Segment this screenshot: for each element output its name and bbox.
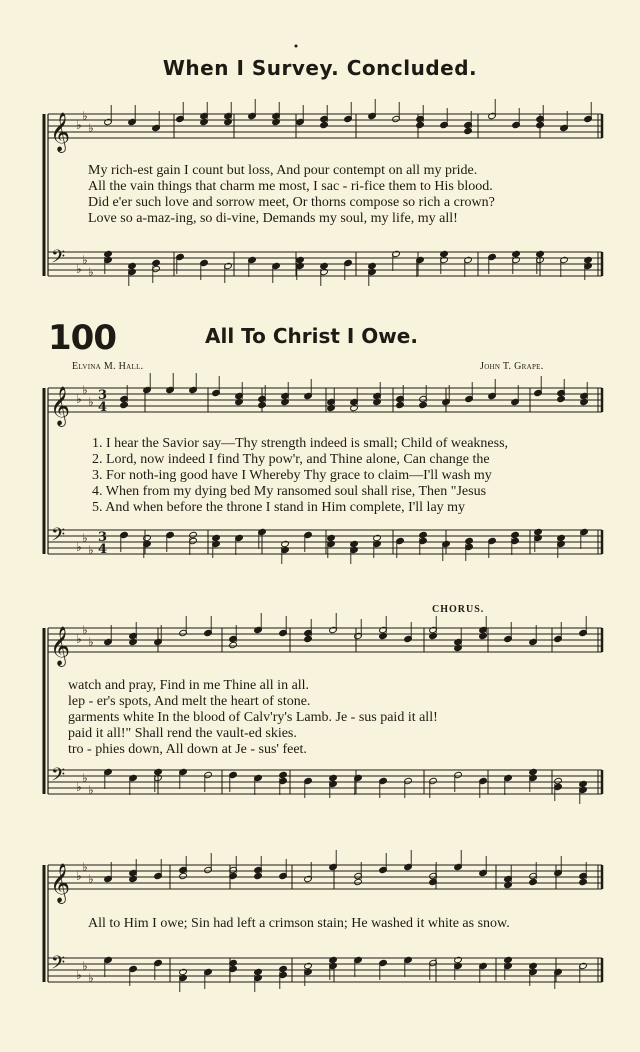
note-head bbox=[504, 956, 513, 963]
time-signature: 3 bbox=[98, 388, 108, 403]
flat-icon: ♭ bbox=[88, 121, 94, 135]
lyric-line: 5. And when before the throne I stand in Him complete, I'll lay my bbox=[92, 500, 466, 515]
lyric-line: 1. I hear the Savior say—Thy strength indeed is small; Child of weakness, bbox=[92, 436, 509, 451]
note-head bbox=[128, 262, 137, 269]
bass-clef-icon: 𝄢 bbox=[51, 247, 66, 272]
time-signature: 4 bbox=[98, 542, 108, 557]
time-signature: 4 bbox=[98, 400, 108, 415]
flat-icon: ♭ bbox=[76, 968, 82, 982]
note-head bbox=[579, 878, 588, 885]
note-head bbox=[320, 121, 329, 128]
flat-icon: ♭ bbox=[82, 860, 88, 874]
note-head bbox=[529, 768, 538, 775]
lyric-line: lep - er's spots, And melt the heart of stone. bbox=[68, 694, 311, 709]
note-head bbox=[350, 404, 359, 411]
flat-icon: ♭ bbox=[76, 262, 82, 276]
note-head bbox=[272, 118, 281, 125]
note-head bbox=[429, 632, 438, 639]
flat-icon: ♭ bbox=[76, 392, 82, 406]
note-head bbox=[396, 401, 405, 408]
note-head bbox=[189, 531, 198, 538]
flat-icon: ♭ bbox=[76, 632, 82, 646]
lyric-line: watch and pray, Find in me Thine all in all. bbox=[68, 678, 310, 693]
flat-icon: ♭ bbox=[88, 395, 94, 409]
bass-clef-icon: 𝄢 bbox=[51, 765, 66, 790]
note-head bbox=[143, 534, 152, 541]
note-head bbox=[465, 537, 474, 544]
lyric-line: garments white In the blood of Calv'ry's Lamb. Je - sus paid it all! bbox=[68, 710, 438, 725]
flat-icon: ♭ bbox=[76, 780, 82, 794]
hymn-number: 100 bbox=[48, 318, 116, 358]
note-head bbox=[258, 401, 267, 408]
note-head bbox=[454, 956, 463, 963]
flat-icon: ♭ bbox=[88, 543, 94, 557]
flat-icon: ♭ bbox=[82, 253, 88, 267]
note-head bbox=[320, 262, 329, 269]
note-head bbox=[279, 771, 288, 778]
lyric-line: 2. Lord, now indeed I find Thy pow'r, and Thine alone, Can change the bbox=[92, 452, 490, 467]
flat-icon: ♭ bbox=[82, 531, 88, 545]
flat-icon: ♭ bbox=[82, 383, 88, 397]
note-head bbox=[557, 534, 566, 541]
note-head bbox=[224, 118, 233, 125]
note-head bbox=[534, 528, 543, 535]
flat-icon: ♭ bbox=[82, 109, 88, 123]
note-head bbox=[511, 531, 520, 538]
note-head bbox=[281, 540, 290, 547]
note-head bbox=[373, 398, 382, 405]
note-head bbox=[580, 398, 589, 405]
lyric-line: Did e'er such love and sorrow meet, Or thorns compose so rich a crown? bbox=[88, 195, 495, 210]
note-head bbox=[554, 777, 563, 784]
flat-icon: ♭ bbox=[88, 783, 94, 797]
note-head bbox=[536, 250, 545, 257]
note-head bbox=[584, 256, 593, 263]
note-head bbox=[152, 259, 161, 266]
note-head bbox=[373, 534, 382, 541]
lyric-line: All the vain things that charm me most, I sac - ri-fice them to His blood. bbox=[88, 179, 493, 194]
note-head bbox=[229, 641, 238, 648]
note-head bbox=[296, 256, 305, 263]
hymn-title: All To Christ I Owe. bbox=[205, 324, 418, 348]
note-head bbox=[279, 965, 288, 972]
note-head bbox=[479, 632, 488, 639]
flat-icon: ♭ bbox=[82, 959, 88, 973]
flat-icon: ♭ bbox=[82, 771, 88, 785]
note-head bbox=[154, 768, 163, 775]
note-head bbox=[416, 121, 425, 128]
note-head bbox=[419, 401, 428, 408]
note-head bbox=[536, 121, 545, 128]
flat-icon: ♭ bbox=[88, 971, 94, 985]
note-head bbox=[129, 638, 138, 645]
note-head bbox=[350, 540, 359, 547]
note-head bbox=[579, 780, 588, 787]
note-head bbox=[254, 968, 263, 975]
note-head bbox=[327, 534, 336, 541]
note-head bbox=[120, 401, 129, 408]
flat-icon: ♭ bbox=[82, 623, 88, 637]
lyric-line: 3. For noth-ing good have I Whereby Thy grace to claim—I'll wash my bbox=[92, 468, 492, 483]
note-head bbox=[304, 962, 313, 969]
chorus-label: CHORUS. bbox=[432, 604, 485, 615]
note-head bbox=[329, 956, 338, 963]
bass-clef-icon: 𝄢 bbox=[51, 953, 66, 978]
lyric-line: paid it all!" Shall rend the vault-ed skies. bbox=[68, 726, 297, 741]
note-head bbox=[504, 881, 513, 888]
note-head bbox=[200, 118, 209, 125]
note-head bbox=[329, 774, 338, 781]
note-head bbox=[281, 398, 290, 405]
ornament-dot bbox=[295, 45, 298, 48]
note-head bbox=[464, 127, 473, 134]
note-head bbox=[354, 878, 363, 885]
treble-clef-icon: 𝄞 bbox=[50, 386, 71, 426]
note-head bbox=[440, 250, 449, 257]
lyricist-credit: Elvina M. Hall. bbox=[72, 361, 144, 372]
flat-icon: ♭ bbox=[88, 265, 94, 279]
note-head bbox=[379, 632, 388, 639]
flat-icon: ♭ bbox=[76, 540, 82, 554]
bass-clef-icon: 𝄢 bbox=[51, 525, 66, 550]
lyric-line: tro - phies down, All down at Je - sus' feet. bbox=[68, 742, 307, 757]
note-head bbox=[104, 250, 113, 257]
note-head bbox=[179, 968, 188, 975]
note-head bbox=[254, 872, 263, 879]
note-head bbox=[419, 531, 428, 538]
note-head bbox=[512, 250, 521, 257]
time-signature: 3 bbox=[98, 530, 108, 545]
note-head bbox=[212, 534, 221, 541]
flat-icon: ♭ bbox=[76, 869, 82, 883]
note-head bbox=[179, 872, 188, 879]
note-head bbox=[327, 404, 336, 411]
treble-clef-icon: 𝄞 bbox=[50, 112, 71, 152]
note-head bbox=[529, 878, 538, 885]
note-head bbox=[557, 395, 566, 402]
flat-icon: ♭ bbox=[76, 118, 82, 132]
composer-credit: John T. Grape. bbox=[480, 361, 544, 372]
lyric-line: Love so a-maz-ing, so di-vine, Demands my soul, my life, my all! bbox=[88, 211, 458, 226]
treble-clef-icon: 𝄞 bbox=[50, 863, 71, 903]
flat-icon: ♭ bbox=[88, 635, 94, 649]
note-head bbox=[529, 962, 538, 969]
note-head bbox=[368, 262, 377, 269]
lyric-line: All to Him I owe; Sin had left a crimson stain; He washed it white as snow. bbox=[88, 916, 510, 931]
lyric-line: My rich-est gain I count but loss, And pour contempt on all my pride. bbox=[88, 163, 478, 178]
note-head bbox=[129, 875, 138, 882]
note-head bbox=[235, 398, 244, 405]
note-head bbox=[454, 644, 463, 651]
treble-clef-icon: 𝄞 bbox=[50, 626, 71, 666]
flat-icon: ♭ bbox=[88, 872, 94, 886]
note-head bbox=[304, 635, 313, 642]
lyric-line: 4. When from my dying bed My ransomed soul shall rise, Then "Jesus bbox=[92, 484, 487, 499]
page-title-concluded: When I Survey. Concluded. bbox=[162, 56, 478, 80]
